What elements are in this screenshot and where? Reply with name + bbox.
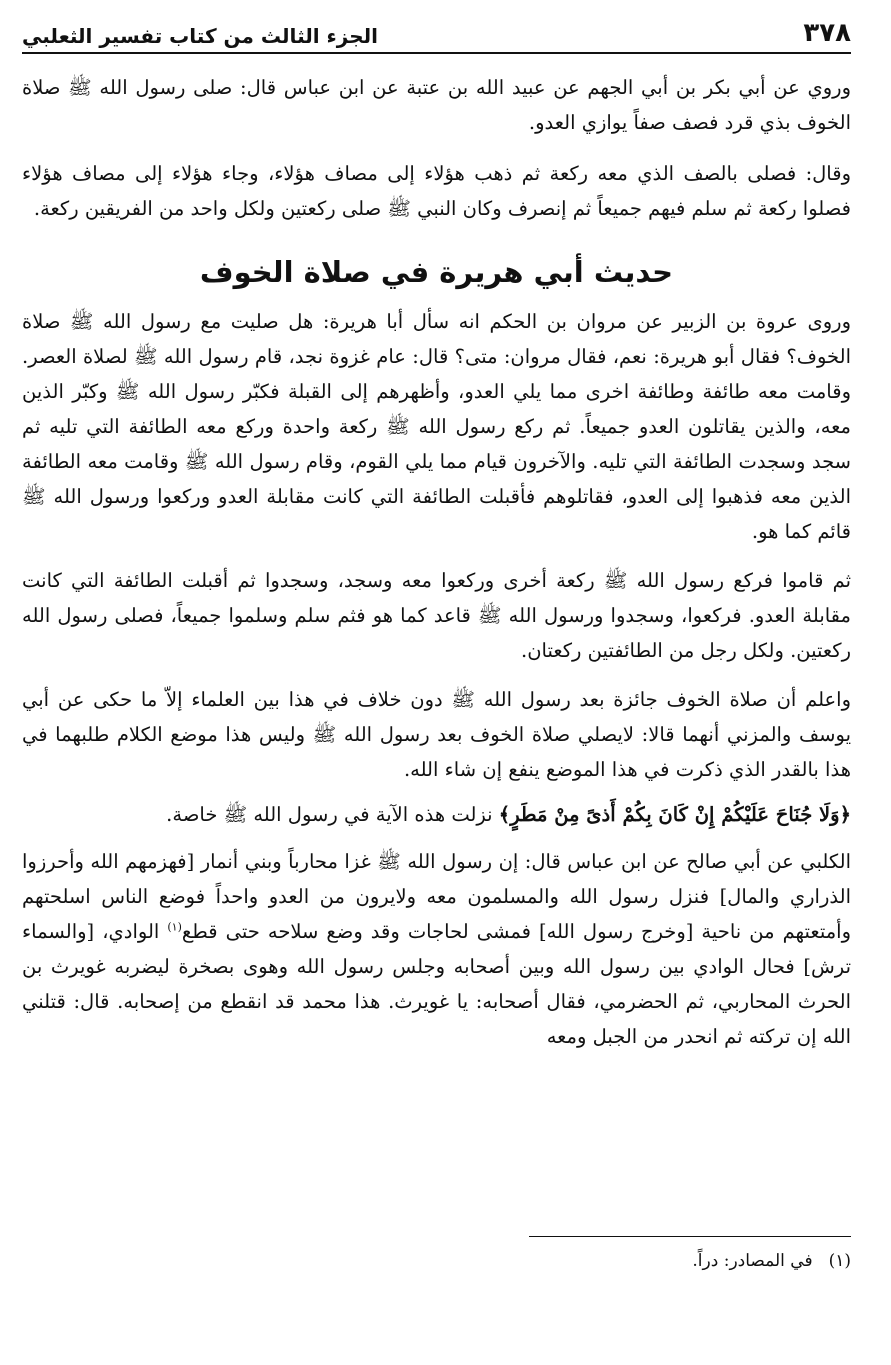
paragraph-6-end: الوادي، [والسماء ترش] فحال الوادي بين رسول الله وبين أصحابه وجلس رسول الله وهوى بصخرة ليضربه غويرث بن الحرث المحاربي، ثم الحضرمي، فقال أصحابه: يا غويرث. هذا محمد قد انقطع من إصحابه. قال: قتلني الله إن تركته ثم انحدر من الجبل ومعه xyxy=(22,920,851,1048)
paragraph-2: وقال: فصلى بالصف الذي معه ركعة ثم ذهب هؤلاء إلى مصاف هؤلاء، وجاء هؤلاء إلى مصاف هؤلاء فصلوا ركعة ثم سلم فيهم جميعاً ثم إنصرف وكان النبي ﷺ صلى ركعتين ولكل واحد من الفريقين ركعة. xyxy=(22,162,851,220)
paragraph-5: واعلم أن صلاة الخوف جائزة بعد رسول الله ﷺ دون خلاف في هذا بين العلماء إلاّ ما حكى عن أبي يوسف والمزني أنهما قالا: لايصلي صلاة الخوف بعد رسول الله ﷺ وليس هذا موضع الكلام طلبهما في هذا بالقدر الذي ذكرت في هذا الموضع ينفع إن شاء الله. xyxy=(22,688,851,781)
page-body xyxy=(22,70,851,1054)
paragraph-1: وروي عن أبي بكر بن أبي الجهم عن عبيد الله بن عتبة عن ابن عباس قال: صلى رسول الله ﷺ صلاة الخوف بذي قرد فصف صفاً يوازي العدو. xyxy=(22,76,851,134)
footnote xyxy=(692,1248,851,1274)
footnote-text: في المصادر: دراً. xyxy=(692,1251,813,1271)
verse-commentary: نزلت هذه الآية في رسول الله ﷺ خاصة. xyxy=(166,803,499,826)
quran-verse: ﴿وَلَا جُنَاحَ عَلَيْكُمْ إِنْ كَانَ بِكُمْ أَذىً مِنْ مَطَرٍ﴾ xyxy=(498,803,851,826)
running-title: الجزء الثالث من كتاب تفسير الثعلبي xyxy=(22,24,379,48)
verse-paragraph xyxy=(22,797,851,832)
page-number: ٣٧٨ xyxy=(803,18,851,48)
footnote-marker: (١) xyxy=(828,1251,851,1271)
footnote-reference: (١) xyxy=(167,920,182,934)
paragraph-3: وروى عروة بن الزبير عن مروان بن الحكم انه سأل أبا هريرة: هل صليت مع رسول الله ﷺ صلاة الخوف؟ فقال أبو هريرة: نعم، فقال مروان: متى؟ قال: عام غزوة نجد، قام رسول الله ﷺ لصلاة العصر. وقامت معه طائفة وطائفة اخرى مما يلي العدو، وأظهرهم إلى القبلة فكبّر رسول الله ﷺ وكبّر الذين معه، والذين يقاتلون العدو جميعاً. ثم ركع رسول الله ﷺ ركعة واحدة وركع معه الطائفة التي تليه ثم سجد وسجدت الطائفة التي تليه. والآخرون قيام مما يلي القوم، وقام رسول الله ﷺ وقامت معه الطائفة الذين معه فذهبوا إلى العدو، فقاتلوهم فأقبلت الطائفة التي كانت مقابلة العدو وركعوا ورسول الله ﷺ قائم كما هو. xyxy=(22,310,851,543)
paragraph-6 xyxy=(22,844,851,1054)
paragraph-4: ثم قاموا فركع رسول الله ﷺ ركعة أخرى وركعوا معه وسجد، وسجدوا ثم أقبلت الطائفة التي كانت مقابلة العدو. فركعوا، وسجدوا ورسول الله ﷺ قاعد كما هو فثم سلم وسلموا جميعاً، فصلى رسول الله ركعتين. ولكل رجل من الطائفتين ركعتان. xyxy=(22,569,851,662)
section-heading: حديث أبي هريرة في صلاة الخوف xyxy=(199,255,674,289)
footnote-divider xyxy=(529,1236,851,1237)
paragraph-6-start: الكلبي عن أبي صالح عن ابن عباس قال: إن رسول الله ﷺ غزا محارباً وبني أنمار [فهزمهم الله وأحرزوا الذراري والمال] فنزل رسول الله والمسلمون معه ولايرون من العدو واحداً فوضع الناس اسلحتهم وأمتعتهم من ناحية [وخرج رسول الله] فمشى لحاجات وقد وضع سلاحه حتى قطع xyxy=(22,850,851,943)
page-header xyxy=(22,8,851,54)
